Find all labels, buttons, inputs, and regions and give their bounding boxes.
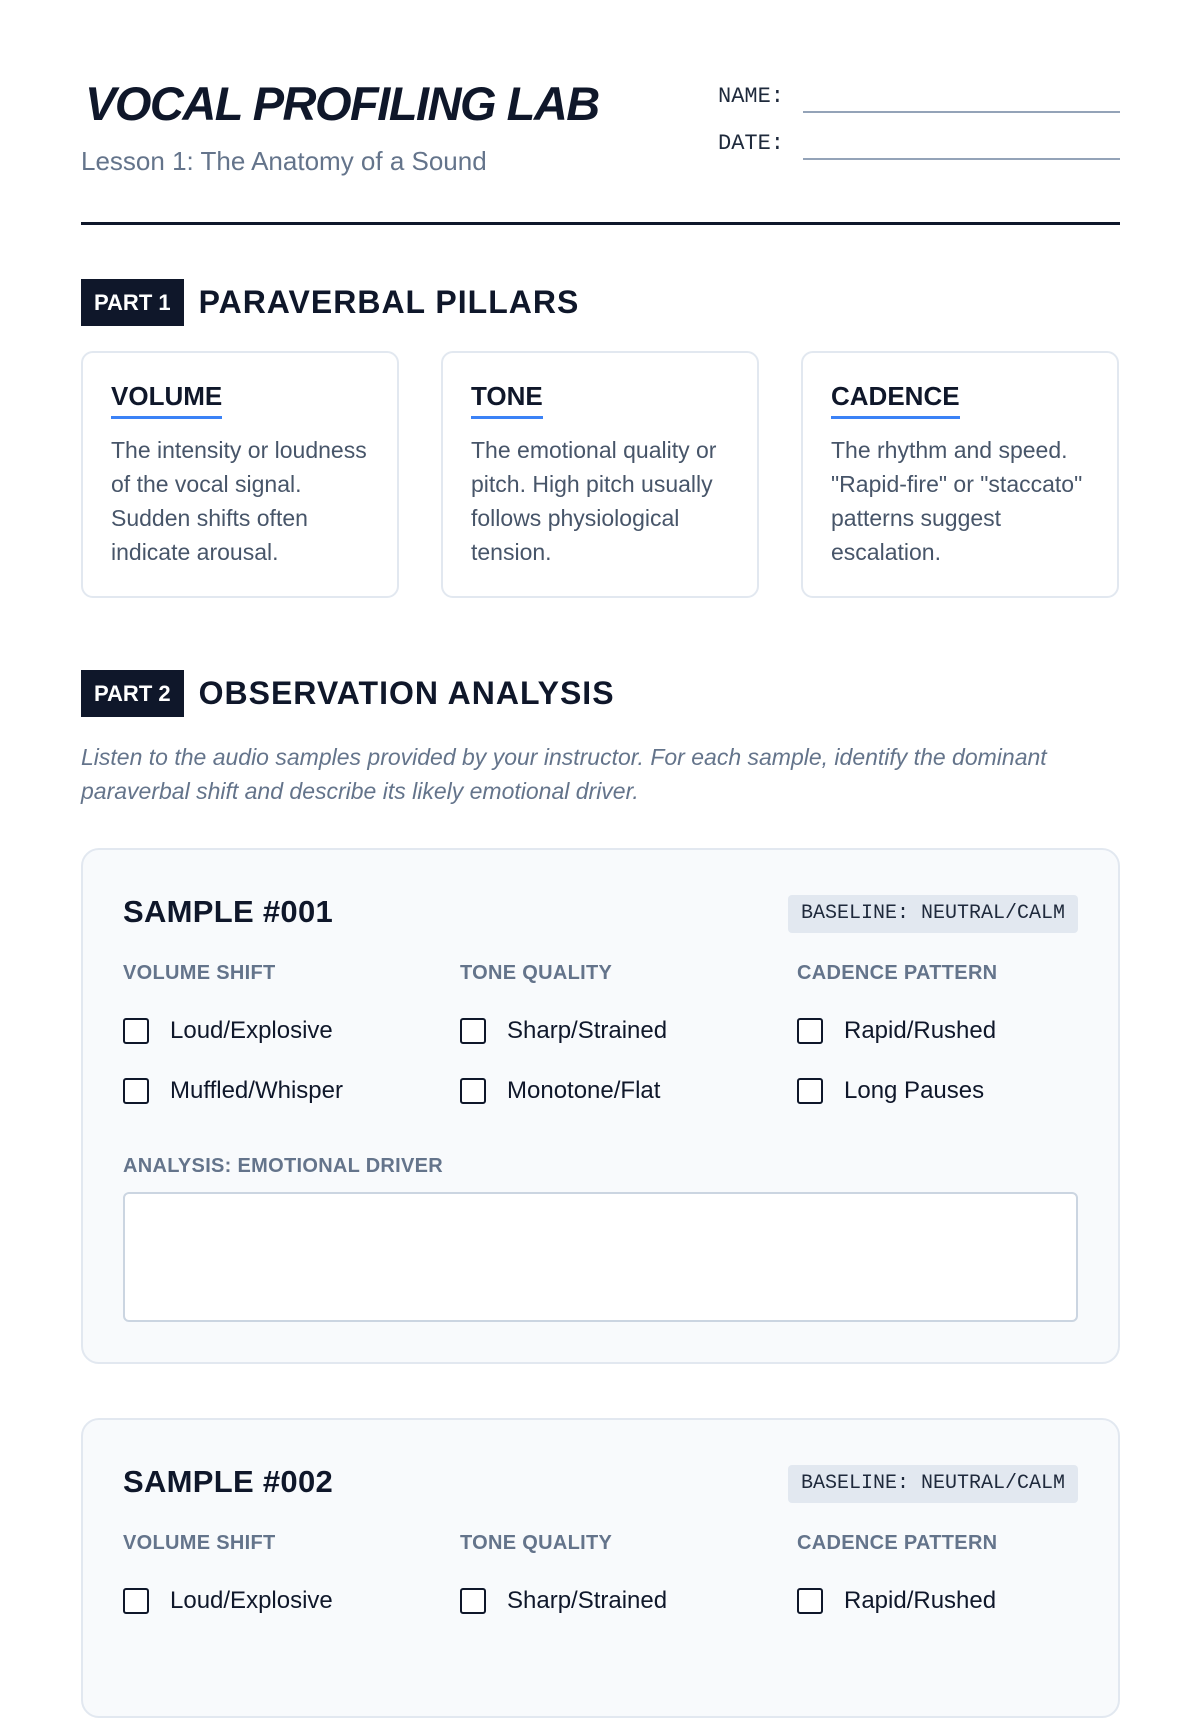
column-heading: CADENCE PATTERN [797, 962, 998, 984]
pillar-description: The rhythm and speed. "Rapid-fire" or "staccato" patterns suggest escalation. [831, 437, 1083, 565]
option-label: Sharp/Strained [507, 1017, 668, 1044]
worksheet-page [81, 0, 1120, 1614]
date-label: DATE: [718, 131, 785, 156]
checkbox[interactable] [123, 1018, 149, 1044]
part1-heading [81, 279, 579, 326]
column-heading: TONE QUALITY [460, 1532, 613, 1554]
sample-title: SAMPLE #002 [123, 1464, 334, 1499]
option-label: Loud/Explosive [170, 1587, 333, 1614]
option-label: Rapid/Rushed [844, 1587, 997, 1614]
pillar-description: The intensity or loudness of the vocal signal. Sudden shifts often indicate arousal. [111, 437, 367, 565]
pillar-title: TONE [471, 381, 543, 419]
option-muffled-whisper[interactable] [123, 1075, 423, 1107]
date-field[interactable] [718, 125, 1120, 165]
baseline-badge: BASELINE: NEUTRAL/CALM [788, 1465, 1078, 1503]
option-label: Long Pauses [844, 1077, 985, 1104]
option-rapid-rushed[interactable] [797, 1015, 1097, 1047]
option-loud-explosive[interactable] [123, 1015, 423, 1047]
option-rapid-rushed[interactable] [797, 1585, 1097, 1617]
name-field[interactable] [718, 78, 1120, 118]
checkbox[interactable] [797, 1588, 823, 1614]
page-title: VOCAL PROFILING LAB [85, 77, 599, 130]
part2-title: OBSERVATION ANALYSIS [198, 675, 615, 711]
option-sharp-strained[interactable] [460, 1585, 760, 1617]
baseline-badge: BASELINE: NEUTRAL/CALM [788, 895, 1078, 933]
option-label: Loud/Explosive [170, 1017, 333, 1044]
checkbox[interactable] [123, 1588, 149, 1614]
checkbox[interactable] [797, 1018, 823, 1044]
checkbox[interactable] [460, 1078, 486, 1104]
checkbox[interactable] [797, 1078, 823, 1104]
option-long-pauses[interactable] [797, 1075, 1097, 1107]
column-heading: VOLUME SHIFT [123, 962, 276, 984]
pillar-card-volume [81, 351, 399, 598]
lesson-subtitle: Lesson 1: The Anatomy of a Sound [81, 146, 487, 176]
part1-badge: PART 1 [81, 279, 184, 326]
column-heading: VOLUME SHIFT [123, 1532, 276, 1554]
pillar-description: The emotional quality or pitch. High pitch usually follows physiological tension. [471, 437, 717, 565]
name-input-line[interactable] [803, 111, 1120, 113]
option-loud-explosive[interactable] [123, 1585, 423, 1617]
sample-card [81, 1418, 1120, 1718]
checkbox[interactable] [460, 1018, 486, 1044]
part2-heading [81, 670, 615, 717]
checkbox[interactable] [123, 1078, 149, 1104]
tone-quality-group [460, 1532, 760, 1645]
pillar-title: CADENCE [831, 381, 960, 419]
date-input-line[interactable] [803, 158, 1120, 160]
cadence-pattern-group [797, 1532, 1097, 1645]
worksheet-header [81, 0, 1120, 225]
sample-title: SAMPLE #001 [123, 894, 334, 929]
option-label: Rapid/Rushed [844, 1017, 997, 1044]
checkbox[interactable] [460, 1588, 486, 1614]
option-label: Monotone/Flat [507, 1077, 661, 1104]
tone-quality-group [460, 962, 760, 1135]
option-label: Sharp/Strained [507, 1587, 668, 1614]
pillar-card-cadence [801, 351, 1119, 598]
analysis-textarea[interactable] [123, 1192, 1078, 1322]
volume-shift-group [123, 1532, 423, 1645]
option-monotone-flat[interactable] [460, 1075, 760, 1107]
instructions-text: Listen to the audio samples provided by your instructor. For each sample, identify the dominant paraverbal shift and describe its likely emotional driver. [81, 744, 1047, 804]
column-heading: TONE QUALITY [460, 962, 613, 984]
option-label: Muffled/Whisper [170, 1077, 343, 1104]
analysis-label: ANALYSIS: EMOTIONAL DRIVER [123, 1155, 444, 1177]
sample-card [81, 848, 1120, 1364]
pillar-title: VOLUME [111, 381, 222, 419]
option-sharp-strained[interactable] [460, 1015, 760, 1047]
pillars-row [81, 351, 1120, 598]
part1-title: PARAVERBAL PILLARS [198, 284, 580, 320]
name-label: NAME: [718, 84, 785, 109]
cadence-pattern-group [797, 962, 1097, 1135]
pillar-card-tone [441, 351, 759, 598]
part2-badge: PART 2 [81, 670, 184, 717]
volume-shift-group [123, 962, 423, 1135]
column-heading: CADENCE PATTERN [797, 1532, 998, 1554]
